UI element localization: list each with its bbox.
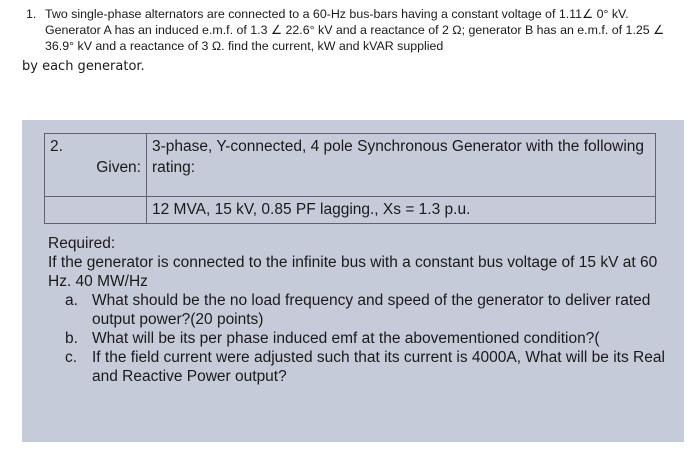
given-label-cell	[45, 134, 147, 197]
question-2-panel	[22, 120, 684, 442]
required-label: Required:	[48, 235, 116, 252]
required-items	[48, 291, 668, 386]
required-section	[48, 234, 668, 386]
question-2-number: 2.	[50, 138, 63, 155]
question-1-number: 1.	[26, 7, 37, 21]
question-1-text: Two single-phase alternators are connected to a 60-Hz bus-bars having a constant voltage of 1.11∠ 0° kV. Generator A has an induced e.m.f. of 1.3 ∠ 22.6° kV and a reactance of 2 Ω; generator B has an e.m.f. of 1.25 ∠ 36.9° kV and a reactance of 3 Ω. find the current, kW and kVAR supplied	[45, 7, 665, 53]
condition-text: If the generator is connected to the infinite bus with a constant bus voltage of 15 kV at 60 Hz. 40 MW/Hz	[48, 254, 658, 290]
given-description: 3-phase, Y-connected, 4 pole Synchronous Generator with the following rating:	[147, 134, 656, 197]
required-item-c	[48, 348, 668, 386]
given-row	[45, 134, 656, 197]
item-marker: b.	[65, 330, 78, 347]
required-item-a	[48, 291, 668, 329]
item-text: What should be the no load frequency and speed of the generator to deliver rated output power?(20 points)	[92, 292, 651, 328]
question-1-tail: by each generator.	[22, 59, 145, 74]
rating-label-cell	[45, 197, 147, 224]
required-item-b	[48, 329, 668, 348]
item-text: If the field current were adjusted such that its current is 4000A, What will be its Real and Reactive Power output?	[92, 349, 665, 385]
rating-value: 12 MVA, 15 kV, 0.85 PF lagging., Xs = 1.3 p.u.	[147, 197, 656, 224]
item-marker: c.	[65, 349, 78, 366]
rating-row	[45, 197, 656, 224]
given-table	[44, 133, 656, 224]
given-label: Given:	[96, 159, 141, 176]
item-marker: a.	[65, 292, 78, 309]
item-text: What will be its per phase induced emf at the abovementioned condition?(	[92, 330, 600, 347]
